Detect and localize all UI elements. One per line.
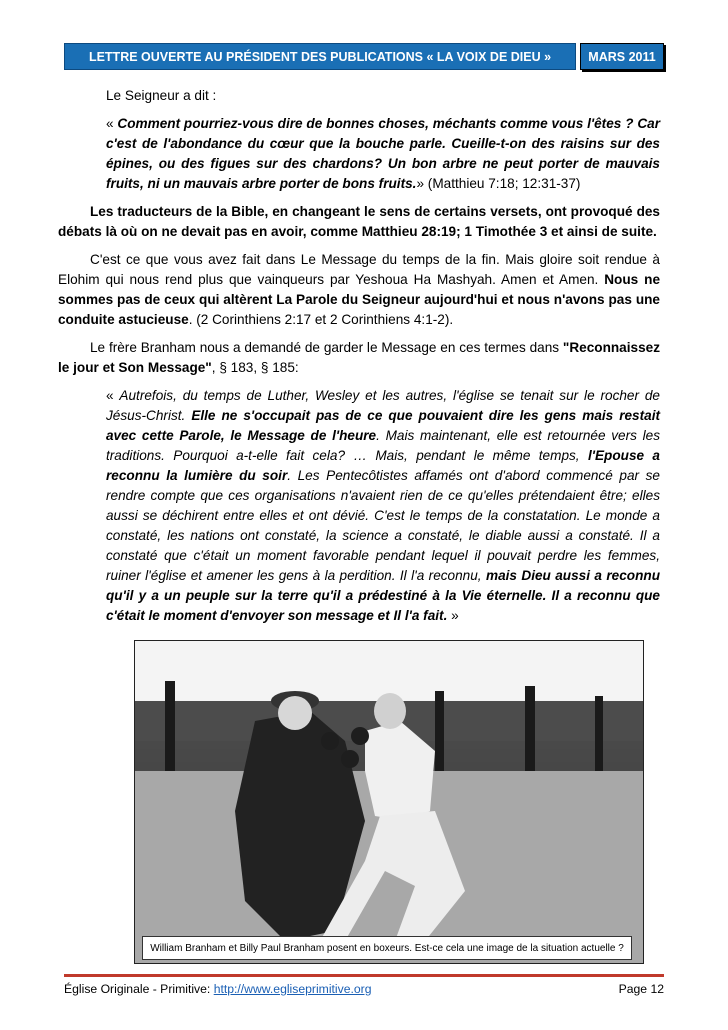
para3-reference: , § 183, § 185: [211,360,299,375]
photo-caption: William Branham et Billy Paul Branham posent en boxeurs. Est-ce cela une image de la situation actuelle ? [142,936,632,960]
footer-site [64,982,372,996]
footer-divider [64,974,664,977]
para3-sermon-title: "Reconnaissez le jour et Son Message" [58,340,660,375]
quote2-bold3: mais Dieu aussi a reconnu qu'il y a un peuple sur la terre qu'il a prédestiné à la Vie éternelle. Il a reconnu que c'était le moment d'envoyer son message et Il l'a fait. [106,568,660,623]
header-date: MARS 2011 [580,43,664,70]
quote-close: » [416,176,425,191]
quote2-bold1: Elle ne s'occupait pas de ce que pouvaient dire les gens mais restait avec cette Parole, le Message de l'heure [106,408,661,443]
footer-site-label: Église Originale - Primitive: [64,982,214,996]
quote2-open: « [106,388,120,403]
quote2-text1: Autrefois, du temps de Luther, Wesley et les autres, l'église se tenait sur le rocher de Jésus-Christ. [106,388,660,423]
intro-line: Le Seigneur a dit : [106,88,217,103]
boxing-photo [134,640,644,964]
page-number: Page 12 [618,982,664,996]
photo-illustration [135,641,643,963]
para2-text: C'est ce que vous avez fait dans Le Message du temps de la fin. Mais gloire soit rendue à Elohim qui nous rend plus que vainqueurs par Yeshoua Ha Mashyah. Amen et Amen. [58,252,660,287]
paragraph-message [58,250,660,330]
quote-open: « [106,116,118,131]
quote-text: Comment pourriez-vous dire de bonnes choses, méchants comme vous l'êtes ? Car c'est de l'abondance du cœur que la bouche parle. Cueille-t-on des raisins sur des épines, ou des figues sur des chardons? Un bon arbre ne peut porter de mauvais fruits, ni un mauvais arbre porter de bons fruits. [106,116,660,191]
header-title: LETTRE OUVERTE AU PRÉSIDENT DES PUBLICATIONS « LA VOIX DE DIEU » [64,43,576,70]
footer-site-link[interactable]: http://www.egliseprimitive.org [213,982,372,996]
quote2-text2: . Mais maintenant, elle est retournée vers les traditions. Pourquoi a-t-elle fait cela? … Mais, pendant le même temps, [106,428,660,463]
para2-reference: . (2 Corinthiens 2:17 et 2 Corinthiens 4:1-2). [188,312,454,327]
document-body [58,86,660,626]
para2-bold1: Nous ne sommes pas de ceux qui altèrent [58,272,661,307]
page-header [64,43,664,70]
para3-text: Le frère Branham nous a demandé de garder le Message en ces termes dans [90,340,563,355]
paragraph-translators: Les traducteurs de la Bible, en changeant le sens de certains versets, ont provoqué des débats là où on ne devait pas en avoir, comme Matthieu 28:19; 1 Timothée 3 et ainsi de suite. [58,204,660,239]
paragraph-branham [58,338,660,378]
quote2-bold2: l'Epouse a reconnu la lumière du soir [106,448,660,483]
bible-quote [106,114,660,194]
para2-bold2: La Parole du Seigneur aujourd'hui et nous n'avons pas une conduite astucieuse [58,292,660,327]
branham-quote [106,386,660,626]
quote2-text3: . Les Pentecôtistes affamés ont d'abord commencé par se rendre compte que ces organisations n'avaient rien de ce qu'elles prétendaient être; elles aussi se déchirent entre elles et ont dévié. C'est le temps de la constatation. Le monde a constaté, les nations ont constaté, la science a constaté, le diable aussi a constaté. Il a constaté que c'était un moment favorable pendant lequel il pouvait perdre les femmes, ruiner l'église et amener les gens à la perdition. Il l'a reconnu, [106,468,660,583]
quote2-close: » [447,608,459,623]
quote-reference: (Matthieu 7:18; 12:31-37) [424,176,581,191]
